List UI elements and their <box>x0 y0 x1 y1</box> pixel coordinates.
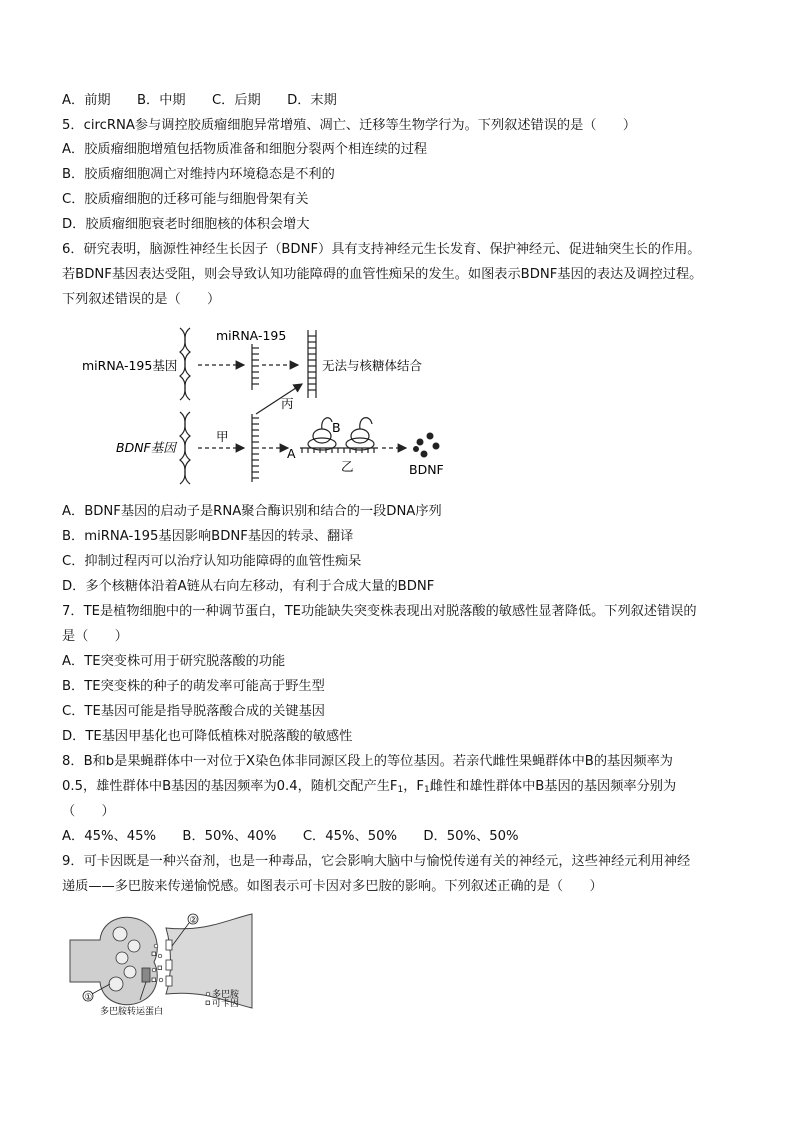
q5-option-d: D．胶质瘤细胞衰老时细胞核的体积会增大 <box>62 217 310 232</box>
transporter-label: 多巴胺转运蛋白 <box>100 1007 164 1017</box>
q7-option-d: D．TE基因甲基化也可降低植株对脱落酸的敏感性 <box>62 729 353 744</box>
q5-option-a: A．胶质瘤细胞增殖包括物质准备和细胞分裂两个相连续的过程 <box>62 142 428 157</box>
label-circle-1: ① <box>84 992 93 1003</box>
q7-stem-line1: 7．TE是植物细胞中的一种调节蛋白，TE功能缺失突变株表现出对脱落酸的敏感性显著降低。下列叙述错误的 <box>62 604 697 619</box>
q8-stem-line1: 8．B和b是果蝇群体中一对位于X染色体非同源区段上的等位基因。若亲代雌性果蝇群体中B的基因频率为 <box>62 754 673 769</box>
legend-cocaine: 可卡因 <box>212 999 240 1009</box>
bdnf-gene-label: BDNF基因 <box>116 440 176 455</box>
dopamine-receptors <box>166 940 172 986</box>
q6-option-b: B．miRNA-195基因影响BDNF基因的转录、翻译 <box>62 529 354 544</box>
process-bing-label: 丙 <box>281 396 294 411</box>
q5-option-c: C．胶质瘤细胞的迁移可能与细胞骨架有关 <box>62 192 309 207</box>
q7-stem-line2: 是（ ） <box>62 629 128 644</box>
q8-stem-line2 <box>62 778 676 799</box>
bdnf-regulation-diagram <box>76 322 476 487</box>
legend-dopamine: 多巴胺 <box>212 990 240 1000</box>
q7-option-b: B．TE突变株的种子的萌发率可能高于野生型 <box>62 679 325 694</box>
process-yi-label: 乙 <box>341 459 354 474</box>
bdnf-gene-dna-helix <box>180 412 190 484</box>
q6-option-a: A．BDNF基因的启动子是RNA聚合酶识别和结合的一段DNA序列 <box>62 504 442 519</box>
q8-stem-part3: 雌性和雄性群体中B基因的基因频率分别为 <box>429 779 677 794</box>
q8-sub-f1-a: 1 <box>397 785 404 795</box>
bdnf-mrna-strand <box>252 414 259 482</box>
q8-sub-f1-b: 1 <box>424 785 430 795</box>
mirna-195-label: miRNA-195 <box>216 328 287 343</box>
ribosome-b-label: B <box>332 420 341 435</box>
dopamine-transporter <box>142 968 150 982</box>
q8-stem-part2: ，F <box>403 779 425 794</box>
q8-stem-line3: （ ） <box>62 804 115 819</box>
mirna-gene-label: miRNA-195基因 <box>82 358 178 373</box>
q6-option-c: C．抑制过程丙可以治疗认知功能障碍的血管性痴呆 <box>62 554 362 569</box>
strand-a-label: A <box>287 446 296 461</box>
q6-stem-line1: 6．研究表明，脑源性神经生长因子（BDNF）具有支持神经元生长发育、保护神经元、促进轴突生长的作用。 <box>62 242 701 257</box>
q5-stem: 5．circRNA参与调控胶质瘤细胞异常增殖、凋亡、迁移等生物学行为。下列叙述错误的是（ ） <box>62 118 637 133</box>
q7-option-c: C．TE基因可能是指导脱落酸合成的关键基因 <box>62 704 325 719</box>
q8-options: A．45%、45% B．50%、40% C．45%、50% D．50%、50% <box>62 829 519 844</box>
bdnf-protein-label: BDNF <box>409 462 444 477</box>
mrna-mirna-complex <box>308 330 316 398</box>
bdnf-protein-molecules <box>413 433 440 458</box>
mirna-strand <box>252 344 259 390</box>
q7-option-a: A．TE突变株可用于研究脱落酸的功能 <box>62 654 286 669</box>
q9-stem-line2: 递质——多巴胺来传递愉悦感。如图表示可卡因对多巴胺的影响。下列叙述正确的是（ ） <box>62 879 603 894</box>
mirna-gene-dna-helix <box>180 328 190 400</box>
q9-stem-line1: 9．可卡因既是一种兴奋剂，也是一种毒品，它会影响大脑中与愉悦传递有关的神经元，这些神经元利用神经 <box>62 854 691 869</box>
q6-stem-line3: 下列叙述错误的是（ ） <box>62 292 221 307</box>
no-ribosome-binding-label: 无法与核糖体结合 <box>322 358 423 373</box>
q6-option-d: D．多个核糖体沿着A链从右向左移动，有利于合成大量的BDNF <box>62 579 435 594</box>
process-jia-label: 甲 <box>216 429 229 444</box>
cocaine-dopamine-synapse-diagram <box>66 910 256 1020</box>
label-circle-2: ② <box>189 915 198 926</box>
q8-stem-part1: 0.5，雄性群体中B基因的基因频率为0.4，随机交配产生F <box>62 779 398 794</box>
q4-options: A．前期 B．中期 C．后期 D．末期 <box>62 93 337 108</box>
q5-option-b: B．胶质瘤细胞凋亡对维持内环境稳态是不利的 <box>62 167 335 182</box>
q6-stem-line2: 若BDNF基因表达受阻，则会导致认知功能障碍的血管性痴呆的发生。如图表示BDNF基因的表达及调控过程。 <box>62 267 703 282</box>
